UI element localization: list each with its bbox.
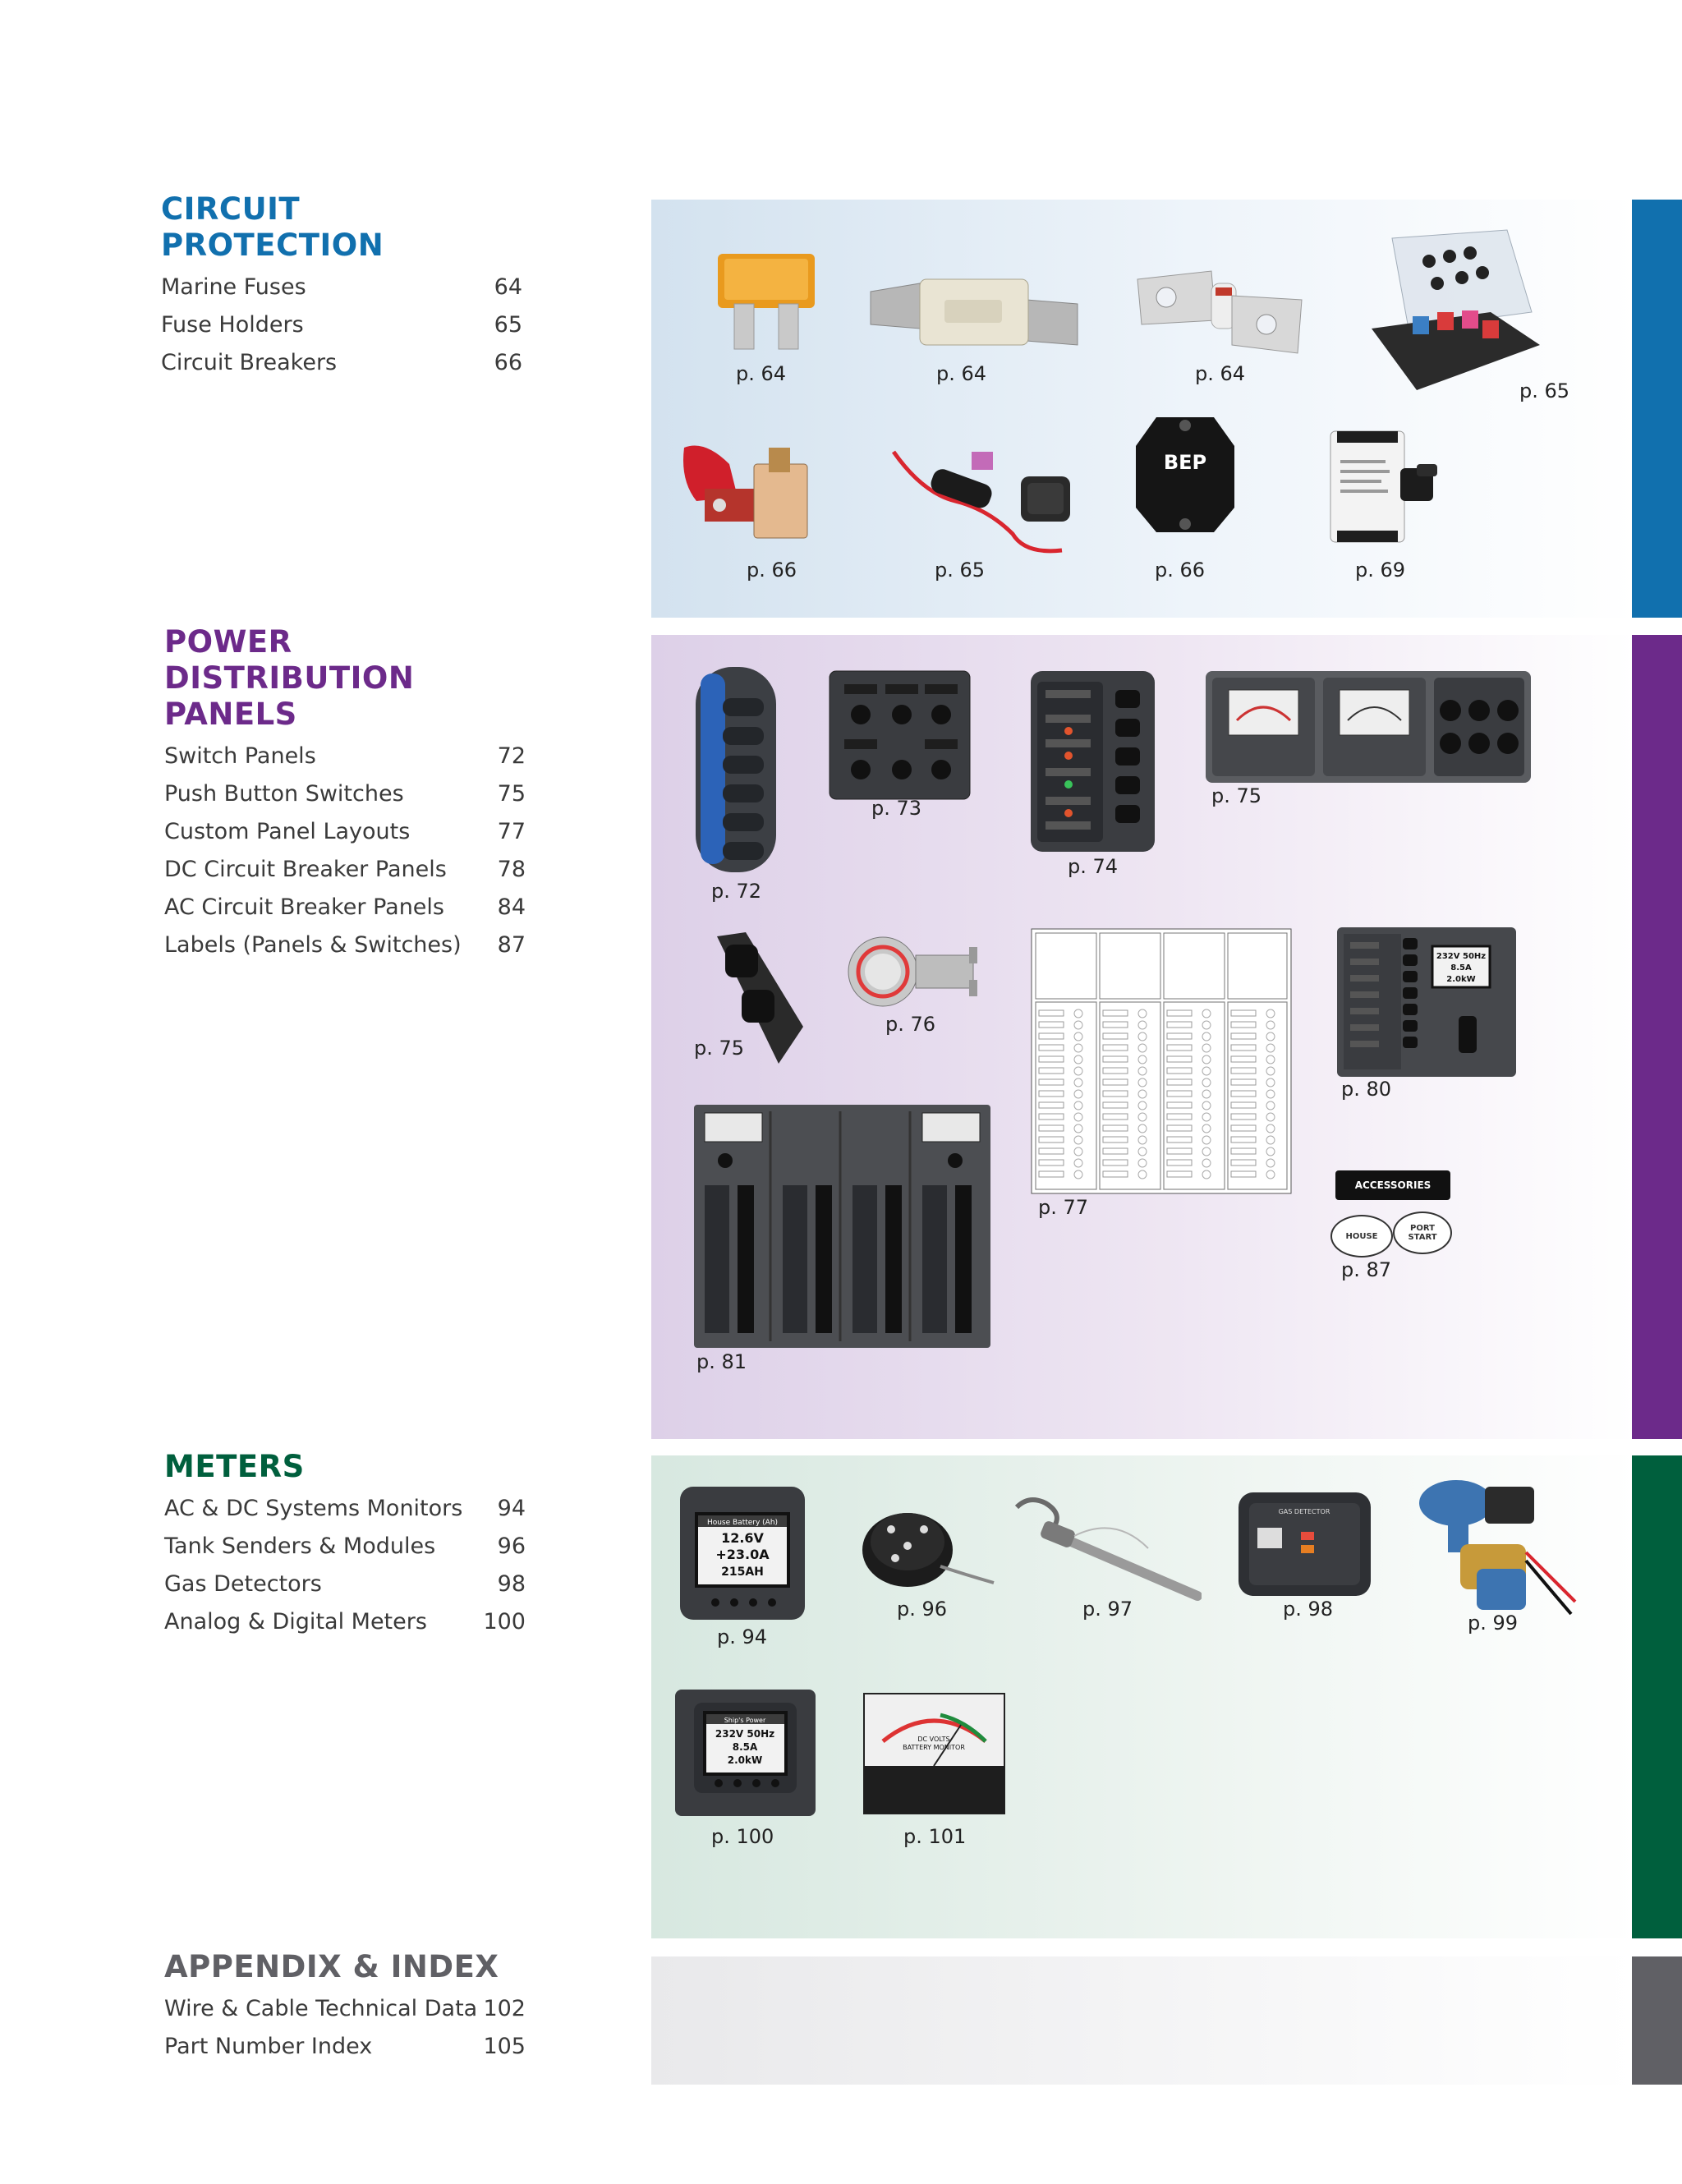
toc-label: DC Circuit Breaker Panels	[164, 857, 447, 882]
page-reference[interactable]: p. 101	[903, 1825, 967, 1848]
curved-switch-panel-image[interactable]	[694, 665, 778, 875]
page-reference[interactable]: p. 96	[897, 1598, 948, 1621]
display-readout: 2.0kW	[1446, 975, 1476, 984]
toc-circuit-protection	[161, 191, 522, 382]
toc-row[interactable]	[164, 813, 526, 851]
section-title-line: PANELS	[164, 697, 297, 732]
toc-row[interactable]	[164, 1603, 526, 1641]
section-tab-circuit-protection[interactable]	[1632, 200, 1682, 618]
toc-label: AC Circuit Breaker Panels	[164, 894, 444, 920]
tank-sender-module-image[interactable]	[858, 1497, 998, 1599]
toc-label: Marine Fuses	[161, 274, 306, 300]
page-reference[interactable]: p. 100	[711, 1825, 774, 1848]
monitor-readout: 2.0kW	[727, 1754, 763, 1766]
toc-page: 102	[483, 1996, 526, 2021]
page-reference[interactable]: p. 64	[736, 362, 787, 385]
monitor-readout: 8.5A	[732, 1741, 758, 1753]
toc-page: 72	[497, 743, 526, 769]
anl-fuse-image[interactable]	[862, 267, 1084, 361]
page-reference[interactable]: p. 69	[1355, 559, 1406, 582]
appendix-panel	[651, 1956, 1637, 2085]
page-reference[interactable]: p. 75	[1211, 784, 1262, 807]
toc-row[interactable]	[164, 1528, 526, 1566]
toc-row[interactable]	[164, 1566, 526, 1603]
page-reference[interactable]: p. 65	[1519, 379, 1570, 402]
toc-label: Part Number Index	[164, 2034, 373, 2059]
toc-row[interactable]	[161, 344, 522, 382]
section-title-circuit-protection: CIRCUIT PROTECTION	[161, 191, 384, 263]
page-reference[interactable]: p. 97	[1082, 1598, 1133, 1621]
gas-solenoid-valve-image[interactable]	[1411, 1470, 1583, 1626]
mrbf-fuse-image[interactable]	[1133, 263, 1306, 361]
toc-page: 65	[494, 312, 522, 338]
page-reference[interactable]: p. 98	[1283, 1598, 1334, 1621]
toc-page: 78	[497, 857, 526, 882]
toc-row[interactable]	[164, 889, 526, 926]
page-reference[interactable]: p. 74	[1068, 855, 1119, 878]
battery-terminal-fuse-image[interactable]	[680, 439, 824, 546]
toc-label: Fuse Holders	[161, 312, 304, 338]
page-reference[interactable]: p. 72	[711, 880, 762, 903]
toc-label: AC & DC Systems Monitors	[164, 1496, 463, 1521]
fuse-block-image[interactable]	[1367, 222, 1548, 394]
toc-label: Switch Panels	[164, 743, 316, 769]
contour-switch-panel-image[interactable]	[1029, 669, 1156, 854]
ac-circuit-breaker-panel-image[interactable]	[1335, 926, 1518, 1078]
toc-row[interactable]	[164, 2028, 526, 2066]
display-readout: 8.5A	[1450, 963, 1472, 972]
custom-panel-layout-drawing[interactable]	[1031, 928, 1292, 1195]
toc-power-distribution	[164, 624, 526, 964]
gas-detector-label: GAS DETECTOR	[1278, 1508, 1330, 1515]
toc-page: 66	[494, 350, 522, 375]
toc-page: 105	[483, 2034, 526, 2059]
waterproof-switch-panel-image[interactable]	[828, 669, 972, 801]
page-reference[interactable]: p. 87	[1341, 1258, 1392, 1281]
toc-page: 100	[483, 1609, 526, 1635]
toc-meters	[164, 1449, 526, 1641]
monitor-heading: Ship's Power	[724, 1717, 766, 1724]
toc-label: Wire & Cable Technical Data	[164, 1996, 478, 2021]
page-reference[interactable]: p. 94	[717, 1625, 768, 1648]
section-title-meters: METERS	[164, 1449, 305, 1484]
gas-detector-image[interactable]	[1237, 1491, 1372, 1598]
toc-page: 94	[497, 1496, 526, 1521]
tank-sender-probe-image[interactable]	[1009, 1491, 1202, 1606]
monitor-readout: 12.6V	[721, 1530, 764, 1546]
house-label: HOUSE	[1330, 1215, 1393, 1258]
toc-label: Custom Panel Layouts	[164, 819, 411, 844]
toc-row[interactable]	[164, 851, 526, 889]
toc-page: 87	[497, 932, 526, 958]
dc-circuit-breaker-panel-image[interactable]	[692, 1103, 992, 1349]
section-title-power-distribution	[164, 624, 526, 733]
toc-page: 96	[497, 1533, 526, 1559]
toc-row[interactable]	[161, 306, 522, 344]
toc-label: Circuit Breakers	[161, 350, 338, 375]
toc-page: 75	[497, 781, 526, 807]
inline-fuse-holder-image[interactable]	[889, 444, 1078, 559]
toc-row[interactable]	[164, 738, 526, 775]
page-reference[interactable]: p. 64	[936, 362, 987, 385]
toc-page: 84	[497, 894, 526, 920]
toc-label: Labels (Panels & Switches)	[164, 932, 462, 958]
bep-circuit-breaker-image[interactable]	[1132, 413, 1239, 536]
page-reference[interactable]: p. 99	[1468, 1612, 1519, 1635]
page-reference[interactable]: p. 75	[694, 1037, 745, 1060]
monitor-readout: 232V 50Hz	[715, 1728, 775, 1740]
toc-page: 77	[497, 819, 526, 844]
section-title-appendix: APPENDIX & INDEX	[164, 1949, 499, 1984]
page-reference[interactable]: p. 76	[885, 1013, 936, 1036]
meter-push-button-panel-image[interactable]	[1204, 669, 1533, 784]
monitor-readout: 215AH	[721, 1566, 764, 1579]
page-reference[interactable]: p. 81	[696, 1350, 747, 1373]
push-button-switch-image[interactable]	[846, 926, 986, 1017]
section-tab-meters[interactable]	[1632, 1455, 1682, 1938]
toc-row[interactable]	[164, 1490, 526, 1528]
page-reference[interactable]: p. 66	[1155, 559, 1206, 582]
port-start-label: PORT START	[1393, 1212, 1452, 1254]
monitor-heading: House Battery (Ah)	[706, 1519, 779, 1527]
page-reference[interactable]: p. 65	[935, 559, 986, 582]
section-tab-appendix[interactable]	[1632, 1956, 1682, 2085]
monitor-readout: +23.0A	[715, 1547, 770, 1562]
page-reference[interactable]: p. 77	[1038, 1196, 1089, 1219]
battery-monitor-image[interactable]	[678, 1485, 807, 1621]
meter-face-label: DC VOLTS	[917, 1736, 950, 1743]
page-reference[interactable]: p. 66	[747, 559, 797, 582]
section-tab-power-distribution[interactable]	[1632, 635, 1682, 1439]
toc-page: 98	[497, 1571, 526, 1597]
blade-fuse-image[interactable]	[713, 251, 820, 353]
accessories-label: ACCESSORIES	[1335, 1170, 1450, 1200]
toc-appendix	[164, 1949, 526, 2066]
thermal-breaker-image[interactable]	[1314, 427, 1445, 546]
meter-face-label: BATTERY MONITOR	[903, 1744, 965, 1751]
page-reference[interactable]: p. 73	[871, 797, 922, 820]
toc-label: Gas Detectors	[164, 1571, 322, 1597]
toc-label: Analog & Digital Meters	[164, 1609, 427, 1635]
page-reference[interactable]: p. 64	[1195, 362, 1246, 385]
toc-row[interactable]	[164, 1990, 526, 2028]
section-title-line: POWER DISTRIBUTION	[164, 624, 415, 696]
toc-label: Tank Senders & Modules	[164, 1533, 436, 1559]
toc-page: 64	[494, 274, 522, 300]
bep-logo: BEP	[1163, 451, 1207, 474]
toc-row[interactable]	[161, 269, 522, 306]
toc-row[interactable]	[164, 926, 526, 964]
toc-row[interactable]	[164, 775, 526, 813]
page-reference[interactable]: p. 80	[1341, 1078, 1392, 1101]
toc-label: Push Button Switches	[164, 781, 404, 807]
analog-dc-volts-meter-image[interactable]	[862, 1692, 1006, 1815]
ac-systems-monitor-image[interactable]	[673, 1688, 817, 1818]
display-readout: 232V 50Hz	[1436, 952, 1487, 961]
